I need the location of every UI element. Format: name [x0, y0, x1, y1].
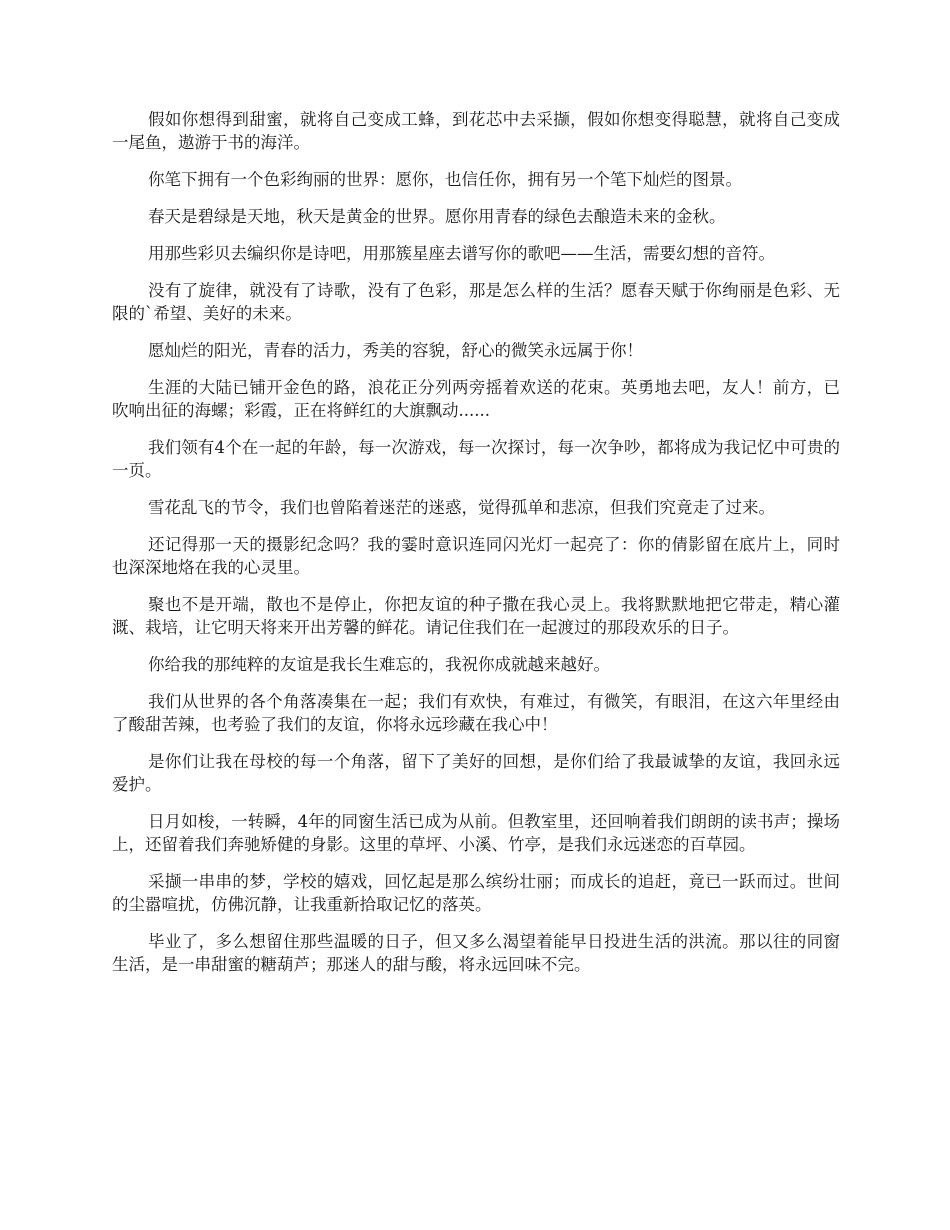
paragraph: 我们领有4个在一起的年龄，每一次游戏，每一次探讨，每一次争吵，都将成为我记忆中可贵的一页。: [112, 438, 840, 480]
document-body: [112, 108, 840, 990]
paragraph: 是你们让我在母校的每一个角落，留下了美好的回想，是你们给了我最诚挚的友谊，我回永远爱护。: [112, 752, 840, 794]
paragraph: 日月如梭，一转瞬，4年的同窗生活已成为从前。但教室里，还回响着我们朗朗的读书声；操场上，还留着我们奔驰矫健的身影。这里的草坪、小溪、竹亭，是我们永远迷恋的百草园。: [112, 812, 840, 854]
paragraph: 用那些彩贝去编织你是诗吧，用那簇星座去谱写你的歌吧——生活，需要幻想的音符。: [148, 244, 775, 263]
paragraph: 假如你想得到甜蜜，就将自己变成工蜂，到花芯中去采撷，假如你想变得聪慧，就将自己变成一尾鱼，遨游于书的海洋。: [112, 110, 840, 152]
paragraph: 聚也不是开端，散也不是停止，你把友谊的种子撒在我心灵上。我将默默地把它带走，精心灌溉、栽培，让它明天将来开出芳馨的鲜花。请记住我们在一起渡过的那段欢乐的日子。: [112, 595, 840, 637]
paragraph: 你给我的那纯粹的友谊是我长生难忘的，我祝你成就越来越好。: [148, 655, 610, 674]
paragraph: 春天是碧绿是天地，秋天是黄金的世界。愿你用青春的绿色去酿造未来的金秋。: [148, 207, 726, 226]
paragraph: 生涯的大陆已铺开金色的路，浪花正分列两旁摇着欢送的花束。英勇地去吧，友人！前方，已吹响出征的海螺；彩霞，正在将鲜红的大旗飘动......: [112, 378, 840, 420]
paragraph: 采撷一串串的梦，学校的嬉戏，回忆起是那么缤纷壮丽；而成长的追赶，竟已一跃而过。世间的尘嚣喧扰，仿佛沉静，让我重新拾取记忆的落英。: [112, 872, 840, 914]
paragraph: 还记得那一天的摄影纪念吗？我的霎时意识连同闪光灯一起亮了：你的倩影留在底片上，同时也深深地烙在我的心灵里。: [112, 535, 840, 577]
paragraph: 雪花乱飞的节令，我们也曾陷着迷茫的迷惑，觉得孤单和悲凉，但我们究竟走了过来。: [148, 498, 775, 517]
paragraph: 你笔下拥有一个色彩绚丽的世界：愿你，也信任你，拥有另一个笔下灿烂的图景。: [148, 170, 742, 189]
paragraph: 没有了旋律，就没有了诗歌，没有了色彩，那是怎么样的生活？愿春天赋于你绚丽是色彩、无限的`希望、美好的未来。: [112, 281, 840, 323]
paragraph: 毕业了，多么想留住那些温暖的日子，但又多么渴望着能早日投进生活的洪流。那以往的同窗生活，是一串甜蜜的糖葫芦；那迷人的甜与酸，将永远回味不完。: [112, 932, 840, 974]
paragraph: 我们从世界的各个角落凑集在一起；我们有欢快，有难过，有微笑，有眼泪，在这六年里经由了酸甜苦辣，也考验了我们的友谊，你将永远珍藏在我心中！: [112, 692, 840, 734]
paragraph: 愿灿烂的阳光，青春的活力，秀美的容貌，舒心的微笑永远属于你！: [148, 341, 643, 360]
